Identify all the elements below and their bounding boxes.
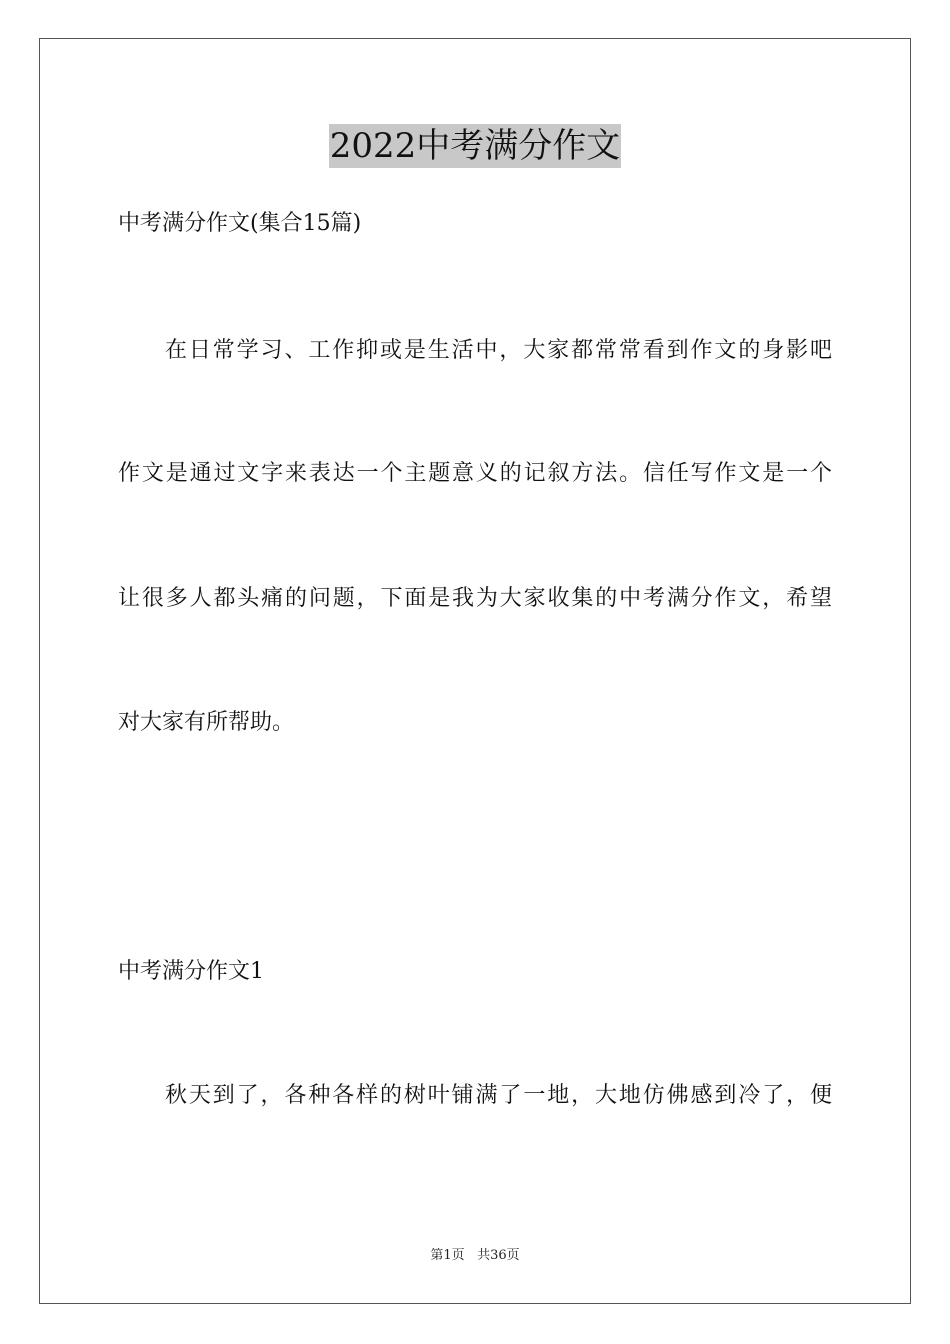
document-subtitle: 中考满分作文(集合15篇): [118, 211, 362, 236]
intro-line-1: 在日常学习、工作抑或是生活中，大家都常常看到作文的身影吧: [165, 338, 832, 363]
section-heading: 中考满分作文1: [118, 959, 264, 984]
page-total: 共36页: [477, 1248, 520, 1263]
page-footer: [0, 1247, 950, 1265]
intro-line-3: 让很多人都头痛的问题，下面是我为大家收集的中考满分作文，希望: [118, 586, 832, 611]
title-container: [0, 124, 950, 168]
document-title: 2022中考满分作文: [329, 126, 621, 166]
page-number: 第1页: [430, 1248, 465, 1263]
intro-line-2: 作文是通过文字来表达一个主题意义的记叙方法。信任写作文是一个: [118, 461, 832, 486]
intro-line-4: 对大家有所帮助。: [118, 710, 295, 735]
section-line-1: 秋天到了，各种各样的树叶铺满了一地，大地仿佛感到冷了，便: [165, 1083, 832, 1108]
